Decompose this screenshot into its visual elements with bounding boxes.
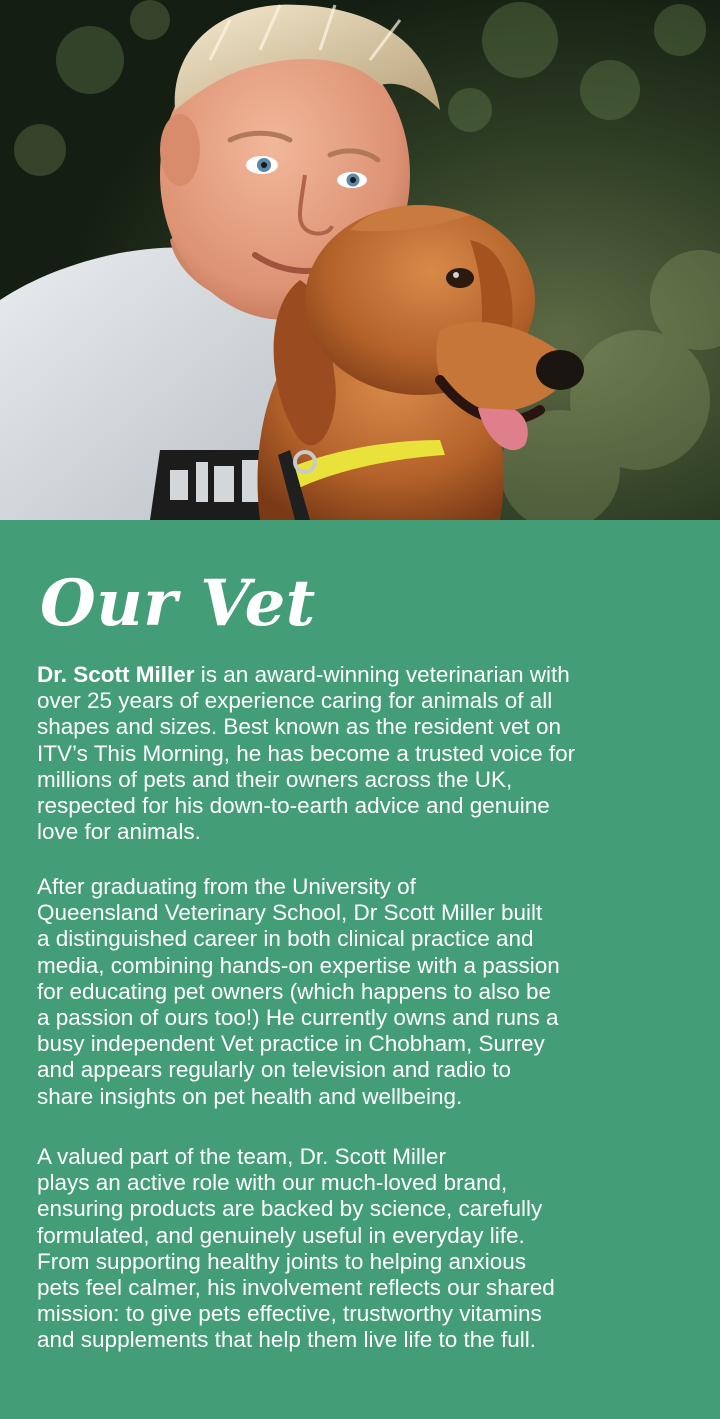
team-role-paragraph: A valued part of the team, Dr. Scott Miller plays an active role with our much-loved brand, ensuring products are backed by science, carefully formulated, and genuinely useful in everyday life. From supporting healthy joints to helping anxious pets feel calmer, his involvement reflects our shared mission: to give pets effective, trustworthy vitamins and supplements that help them live life to the full.	[37, 1144, 555, 1353]
career-paragraph: After graduating from the University of Queensland Veterinary School, Dr Scott Miller built a distinguished career in both clinical practice and media, combining hands-on expertise with a passion for educating pet owners (which happens to also be a passion of ours too!) He currently owns and runs a busy independent Vet practice in Chobham, Surrey and appears regularly on television and radio to share insights on pet health and wellbeing.	[37, 874, 560, 1109]
vet-info-panel	[0, 520, 720, 1419]
section-title: Our Vet	[40, 566, 316, 641]
intro-paragraph	[37, 662, 697, 845]
vet-with-dog-photo	[0, 0, 720, 520]
vet-name-highlight: Dr. Scott Miller	[37, 662, 195, 687]
intro-paragraph-text: is an award-winning veterinarian with over 25 years of experience caring for animals of all shapes and sizes. Best known as the resident vet on ITV’s This Morning, he has become a trusted voice for millions of pets and their owners across the UK, respected for his down-to-earth advice and genuine love for animals.	[37, 662, 576, 845]
